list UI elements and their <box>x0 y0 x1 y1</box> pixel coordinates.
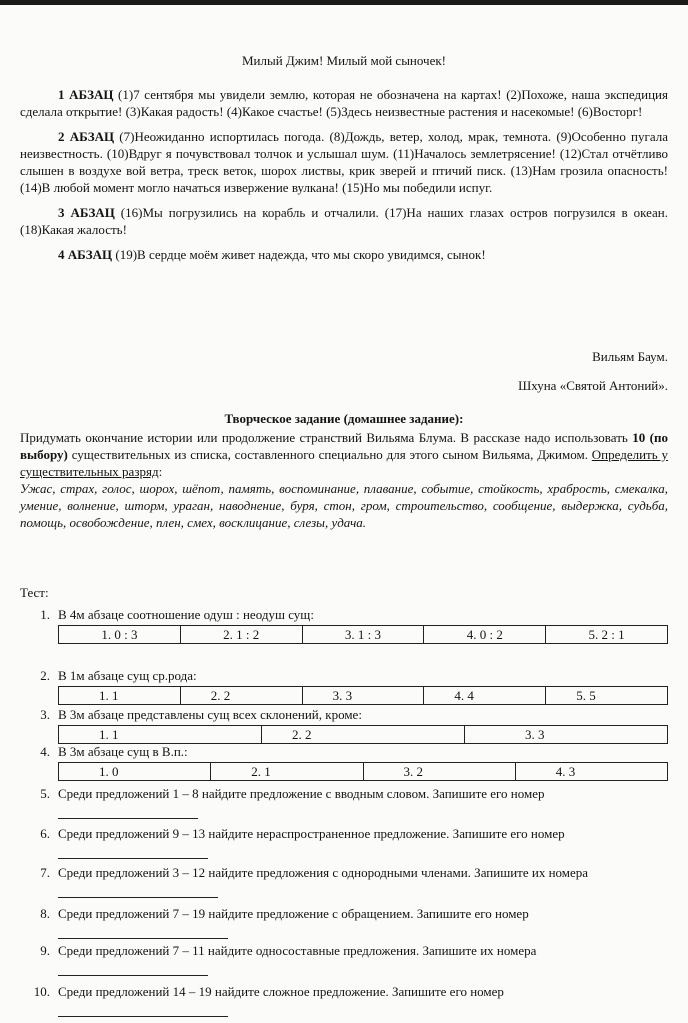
task-text-b: существительных из списка, составленного специально для этого сыном Вильяма, Джимом. <box>67 447 592 462</box>
question-number: 8. <box>40 906 50 921</box>
answer-line[interactable] <box>58 818 198 819</box>
answer-line[interactable] <box>58 858 208 859</box>
task-text-c: : <box>158 464 163 479</box>
task-text-bold: 10 (по выбору) <box>20 430 669 462</box>
question-text: Среди предложений 14 – 19 найдите сложное предложение. Запишите его номер <box>58 984 504 999</box>
option[interactable]: 4. 0 : 2 <box>424 626 546 644</box>
task-description <box>20 429 668 480</box>
task-title <box>0 410 688 427</box>
question-number: 6. <box>40 826 50 841</box>
question-number: 3. <box>40 707 50 722</box>
question-number: 4. <box>40 744 50 759</box>
question-text: Среди предложений 1 – 8 найдите предложение с вводным словом. Запишите его номер <box>58 786 545 801</box>
question-3 <box>30 706 668 744</box>
question-9 <box>30 942 668 976</box>
paragraph-4 <box>20 246 668 263</box>
option[interactable]: 2. 1 : 2 <box>180 626 302 644</box>
question-text: В 1м абзаце сущ ср.рода: <box>58 668 197 683</box>
paragraph-4-text: (19)В сердце моём живет надежда, что мы скоро увидимся, сынок! <box>112 247 486 262</box>
test-label-text: Тест: <box>20 585 49 600</box>
signature <box>20 348 668 365</box>
question-number: 1. <box>40 607 50 622</box>
ship-text: Шхуна «Святой Антоний». <box>518 378 668 393</box>
question-text: В 3м абзаце сущ в В.п.: <box>58 744 188 759</box>
paragraph-2 <box>20 128 668 196</box>
option[interactable]: 2. 1 <box>211 763 363 781</box>
task-text-a: Придумать окончание истории или продолжение странствий Вильяма Блума. В рассказе надо использовать <box>20 430 633 445</box>
option[interactable]: 4. 3 <box>515 763 667 781</box>
question-text: Среди предложений 7 – 11 найдите односоставные предложения. Запишите их номера <box>58 943 537 958</box>
paragraph-3-text: (16)Мы погрузились на корабль и отчалили. (17)На наших глазах остров погрузился в океан. (18)Какая жалость! <box>20 205 668 237</box>
letter-body <box>20 86 668 263</box>
paragraph-2-label: 2 АБЗАЦ <box>58 129 115 144</box>
question-text: Среди предложений 3 – 12 найдите предложения с однородными членами. Запишите их номера <box>58 865 589 880</box>
question-10 <box>30 983 668 1017</box>
paragraph-1 <box>20 86 668 120</box>
task-text-underlined: Определить у существительных разряд <box>20 447 668 479</box>
paragraph-1-label: 1 АБЗАЦ <box>58 87 114 102</box>
answer-line[interactable] <box>58 975 208 976</box>
question-number: 7. <box>40 865 50 880</box>
option[interactable]: 3. 3 <box>302 687 424 705</box>
greeting <box>0 52 688 69</box>
option[interactable]: 5. 2 : 1 <box>546 626 668 644</box>
question-text: Среди предложений 7 – 19 найдите предложение с обращением. Запишите его номер <box>58 906 529 921</box>
paragraph-2-text: (7)Неожиданно испортилась погода. (8)Дождь, ветер, холод, мрак, темнота. (9)Особенно пугала неизвестность. (10)Вдруг я почувствовал толчок и услышал шум. (11)Началось землетрясение! (12)Стал отчётливо слышен в воздухе вой ветра, треск веток, шорох листвы, крик зверей и птичий писк. (13)Нам грозила опасность! (14)В любой момент могло начаться извержение вулкана! (15)Но мы победили испуг. <box>20 129 668 195</box>
answer-options <box>58 725 668 744</box>
question-text: В 3м абзаце представлены сущ всех склонений, кроме: <box>58 707 362 722</box>
option[interactable]: 2. 2 <box>262 726 465 744</box>
question-8 <box>30 905 668 939</box>
question-4 <box>30 743 668 781</box>
greeting-text: Милый Джим! Милый мой сыночек! <box>241 53 446 68</box>
answer-options <box>58 625 668 644</box>
option[interactable]: 1. 1 <box>59 726 262 744</box>
answer-options <box>58 686 668 705</box>
option[interactable]: 1. 0 : 3 <box>59 626 181 644</box>
paragraph-4-label: 4 АБЗАЦ <box>58 247 113 262</box>
word-list: Ужас, страх, голос, шорох, шёпот, память, воспоминание, плавание, событие, стойкость, храбрость, смекалка, умение, волнение, шторм, ураган, наводнение, буря, стон, гром, строительство, сообщение, выдержка, судьба, помощь, освобождение, плен, смех, восклицание, слезы, удача. <box>20 481 668 530</box>
question-text: Среди предложений 9 – 13 найдите нераспространенное предложение. Запишите его номер <box>58 826 565 841</box>
question-6 <box>30 825 668 859</box>
question-number: 10. <box>33 984 50 999</box>
question-2 <box>30 667 668 705</box>
test-label <box>20 584 49 601</box>
paragraph-3-label: 3 АБЗАЦ <box>58 205 115 220</box>
answer-line[interactable] <box>58 897 218 898</box>
task-title-text: Творческое задание (домашнее задание): <box>224 411 464 426</box>
ship-name <box>20 377 668 394</box>
option[interactable]: 1. 0 <box>59 763 211 781</box>
option[interactable]: 3. 2 <box>363 763 515 781</box>
question-text: В 4м абзаце соотношение одуш : неодуш сущ: <box>58 607 314 622</box>
option[interactable]: 2. 2 <box>180 687 302 705</box>
option[interactable]: 1. 1 <box>59 687 181 705</box>
answer-line[interactable] <box>58 1016 228 1017</box>
question-number: 9. <box>40 943 50 958</box>
question-1 <box>30 606 668 644</box>
paragraph-3 <box>20 204 668 238</box>
question-7 <box>30 864 668 898</box>
option[interactable]: 5. 5 <box>546 687 668 705</box>
question-number: 2. <box>40 668 50 683</box>
option[interactable]: 4. 4 <box>424 687 546 705</box>
answer-options <box>58 762 668 781</box>
answer-line[interactable] <box>58 938 228 939</box>
question-number: 5. <box>40 786 50 801</box>
top-border <box>0 0 688 5</box>
option[interactable]: 3. 1 : 3 <box>302 626 424 644</box>
task-body <box>20 429 668 531</box>
paragraph-1-text: (1)7 сентября мы увидели землю, которая не обозначена на картах! (2)Похоже, наша экспедиция сделала открытие! (3)Какая радость! (4)Какое счастье! (5)Здесь неизвестные растения и насекомые! (6)Восторг! <box>20 87 668 119</box>
option[interactable]: 3. 3 <box>465 726 668 744</box>
signature-text: Вильям Баум. <box>592 349 668 364</box>
question-5 <box>30 785 668 819</box>
